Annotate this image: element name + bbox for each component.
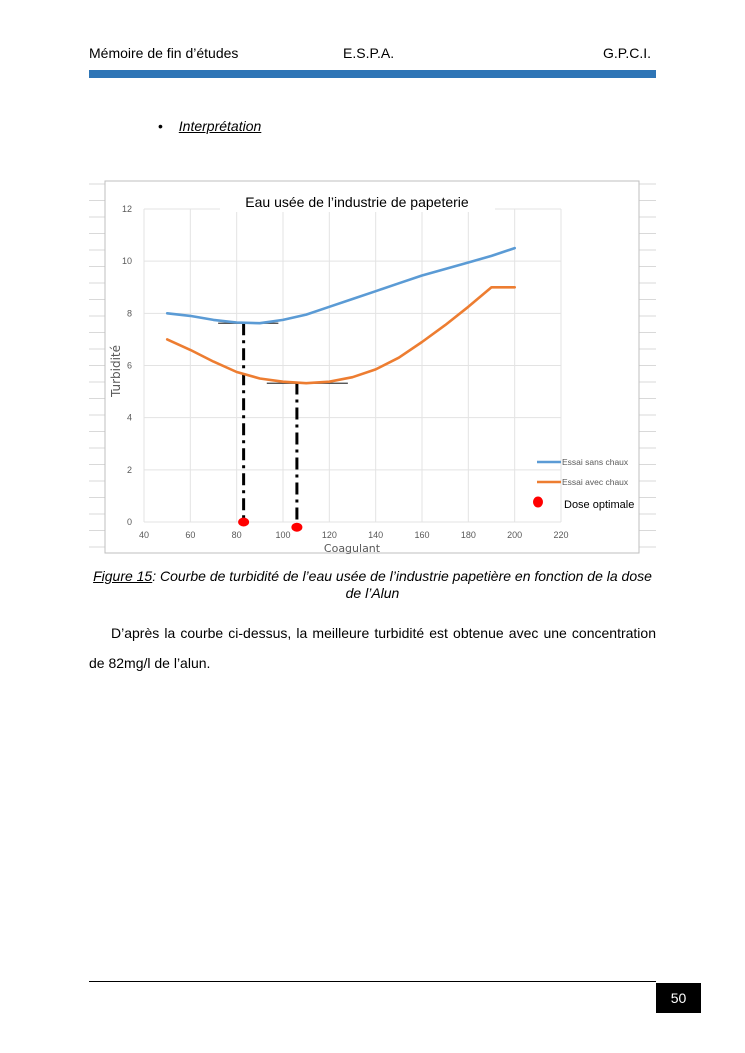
y-tick-label: 6 (126, 360, 132, 371)
y-tick-label: 4 (126, 412, 132, 423)
legend-marker-swatch (533, 497, 543, 508)
optimal-dose-marker (291, 523, 302, 532)
chart-container (89, 172, 656, 557)
y-tick-label: 12 (121, 204, 132, 214)
y-tick-label: 0 (126, 517, 132, 527)
x-tick-label: 140 (368, 530, 384, 540)
page-number: 50 (656, 983, 701, 1013)
header-center: E.S.P.A. (343, 45, 395, 61)
turbidity-chart (89, 172, 656, 557)
figure-ref: Figure 15 (93, 568, 153, 584)
x-tick-label: 100 (275, 530, 291, 540)
y-tick-label: 10 (121, 256, 132, 267)
section-label: Interprétation (178, 118, 262, 134)
caption-text: : Courbe de turbidité de l’eau usée de l’industrie papetière en fonction de la dose de l’Alun (152, 568, 652, 601)
header-bar (89, 70, 656, 78)
x-axis-label: Coagulant (323, 542, 381, 555)
x-tick-label: 180 (460, 530, 476, 540)
section-heading (158, 118, 261, 134)
y-tick-label: 2 (126, 464, 132, 475)
y-axis-label: Turbidité (109, 344, 123, 398)
x-tick-label: 40 (138, 530, 150, 540)
y-tick-label: 8 (126, 308, 132, 319)
bullet: • (158, 118, 163, 134)
legend-label: Dose optimale (564, 499, 635, 511)
legend-label: Essai sans chaux (562, 457, 629, 467)
header-left: Mémoire de fin d’études (89, 45, 239, 61)
header-right: G.P.C.I. (603, 45, 651, 61)
x-tick-label: 120 (321, 530, 337, 540)
footer-line (89, 981, 656, 982)
optimal-dose-marker (238, 518, 249, 527)
figure-caption (89, 568, 656, 602)
x-tick-label: 220 (553, 530, 569, 540)
paragraph-text: D’après la courbe ci-dessus, la meilleure turbidité est obtenue avec une concentration de 82mg/l de l’alun. (89, 625, 656, 671)
chart-title: Eau usée de l’industrie de papeterie (245, 194, 469, 210)
chart-frame (105, 181, 639, 553)
x-tick-label: 160 (414, 530, 430, 540)
x-tick-label: 80 (231, 530, 242, 540)
body-paragraph (89, 618, 656, 678)
x-tick-label: 60 (185, 530, 196, 540)
x-tick-label: 200 (507, 530, 523, 540)
legend-label: Essai avec chaux (562, 477, 629, 487)
